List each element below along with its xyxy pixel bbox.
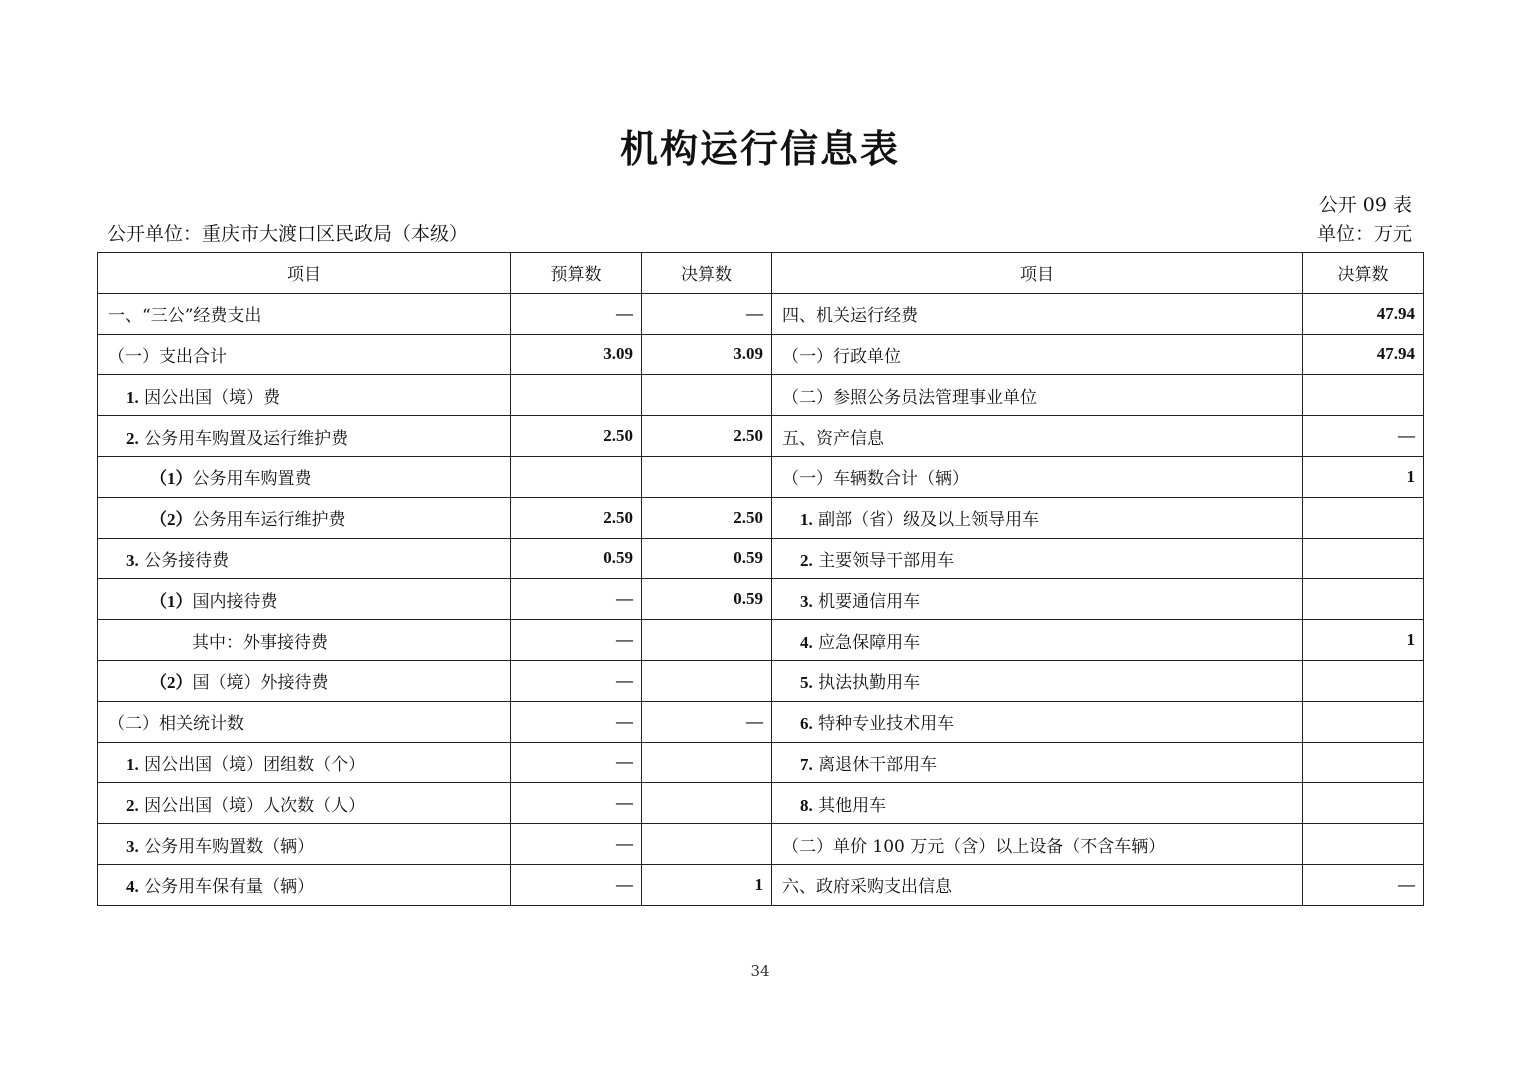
right-item-cell-text: （二）参照公务员法管理事业单位 (782, 387, 1037, 408)
left-item-cell (98, 660, 511, 701)
right-item-cell (772, 375, 1303, 416)
final-cell: 3.09 (642, 334, 772, 375)
page-title: 机构运行信息表 (619, 127, 900, 171)
table-row (98, 334, 1424, 375)
table-row (98, 701, 1424, 742)
left-item-cell (98, 620, 511, 661)
left-item-cell-text: 公务用车运行维护费 (192, 510, 346, 531)
final-cell: — (642, 701, 772, 742)
right-final-cell: — (1303, 864, 1424, 905)
right-final-cell (1303, 742, 1424, 783)
final-cell: 0.59 (642, 538, 772, 579)
left-item-cell-text: 国内接待费 (192, 591, 278, 612)
right-item-cell-text: 六、政府采购支出信息 (782, 877, 952, 898)
table-row (98, 660, 1424, 701)
left-item-cell-prefix: 3. (126, 836, 139, 856)
left-item-cell-text: （二）相关统计数 (108, 714, 244, 735)
left-item-cell-text: 国（境）外接待费 (192, 673, 329, 694)
header-item-right: 项目 (772, 253, 1303, 294)
budget-cell: — (511, 864, 642, 905)
right-item-cell-text: 副部（省）级及以上领导用车 (818, 510, 1040, 531)
table-row (98, 375, 1424, 416)
left-item-cell-prefix: （1） (150, 591, 193, 611)
right-item-cell-text: 应急保障用车 (818, 632, 921, 653)
budget-cell: — (511, 293, 642, 334)
budget-cell: 2.50 (511, 416, 642, 457)
form-code: 公开 09 表 (1318, 194, 1412, 216)
left-item-cell (98, 579, 511, 620)
left-item-cell (98, 701, 511, 742)
final-cell: 1 (642, 864, 772, 905)
right-item-cell-text: （二）单价 100 万元（含）以上设备（不含车辆） (782, 836, 1166, 857)
header-final-left: 决算数 (642, 253, 772, 294)
left-item-cell-text: 一、“三公”经费支出 (108, 306, 262, 327)
right-item-cell (772, 620, 1303, 661)
left-item-cell-prefix: 2. (126, 428, 139, 448)
right-item-cell-text: （一）行政单位 (782, 346, 901, 367)
final-cell (642, 824, 772, 865)
left-item-cell (98, 538, 511, 579)
final-cell: — (642, 293, 772, 334)
right-item-cell-prefix: 7. (800, 754, 813, 774)
left-item-cell (98, 864, 511, 905)
budget-cell: — (511, 579, 642, 620)
budget-cell (511, 375, 642, 416)
right-item-cell-text: 离退休干部用车 (818, 754, 938, 775)
left-item-cell-prefix: （2） (150, 673, 193, 693)
left-item-cell-prefix: 3. (126, 550, 139, 570)
left-item-cell-prefix: 2. (126, 795, 139, 815)
left-item-cell (98, 416, 511, 457)
right-final-cell (1303, 701, 1424, 742)
right-item-cell-prefix: 8. (800, 795, 813, 815)
budget-cell: — (511, 620, 642, 661)
right-item-cell (772, 783, 1303, 824)
right-final-cell (1303, 497, 1424, 538)
right-item-cell-text: 执法执勤用车 (818, 673, 921, 694)
table-row (98, 783, 1424, 824)
left-item-cell (98, 456, 511, 497)
right-item-cell (772, 334, 1303, 375)
left-item-cell-prefix: 1. (126, 387, 139, 407)
right-item-cell-prefix: 3. (800, 591, 813, 611)
left-item-cell-text: （一）支出合计 (108, 346, 227, 367)
budget-cell: — (511, 660, 642, 701)
left-item-cell-text: 因公出国（境）人次数（人） (144, 795, 366, 816)
money-unit: 单位：万元 (1316, 223, 1412, 245)
right-final-cell (1303, 783, 1424, 824)
final-cell (642, 660, 772, 701)
table-row (98, 824, 1424, 865)
left-item-cell (98, 334, 511, 375)
reporting-unit: 公开单位：重庆市大渡口区民政局（本级） (107, 223, 469, 245)
right-item-cell (772, 824, 1303, 865)
right-final-cell: 47.94 (1303, 293, 1424, 334)
header-final-right: 决算数 (1303, 253, 1424, 294)
table-row (98, 416, 1424, 457)
final-cell: 0.59 (642, 579, 772, 620)
right-item-cell-text: 四、机关运行经费 (782, 306, 918, 327)
left-item-cell-prefix: （2） (150, 510, 193, 530)
right-item-cell-text: 五、资产信息 (782, 428, 884, 449)
left-item-cell-text: 公务用车保有量（辆） (144, 877, 315, 898)
right-item-cell-prefix: 1. (800, 510, 813, 530)
table-row (98, 497, 1424, 538)
header-item-left: 项目 (98, 253, 511, 294)
final-cell: 2.50 (642, 497, 772, 538)
left-item-cell (98, 375, 511, 416)
budget-cell: 0.59 (511, 538, 642, 579)
table-row (98, 456, 1424, 497)
left-item-cell (98, 824, 511, 865)
table-row (98, 293, 1424, 334)
left-item-cell-text: 公务用车购置数（辆） (144, 836, 315, 857)
right-final-cell: 1 (1303, 620, 1424, 661)
right-item-cell (772, 864, 1303, 905)
table-row (98, 538, 1424, 579)
left-item-cell-text: 公务用车购置及运行维护费 (144, 428, 349, 449)
left-item-cell-prefix: 1. (126, 754, 139, 774)
left-item-cell-text: 因公出国（境）团组数（个） (144, 754, 366, 775)
right-final-cell (1303, 660, 1424, 701)
right-item-cell-text: 其他用车 (818, 795, 887, 816)
final-cell: 2.50 (642, 416, 772, 457)
right-item-cell (772, 416, 1303, 457)
budget-cell: 2.50 (511, 497, 642, 538)
left-item-cell-prefix: （1） (150, 469, 193, 489)
left-item-cell (98, 742, 511, 783)
final-cell (642, 620, 772, 661)
info-table (97, 252, 1424, 906)
right-item-cell (772, 538, 1303, 579)
right-item-cell (772, 579, 1303, 620)
budget-cell: — (511, 701, 642, 742)
right-final-cell: 1 (1303, 456, 1424, 497)
left-item-cell (98, 293, 511, 334)
right-item-cell-prefix: 6. (800, 714, 813, 734)
header-budget: 预算数 (511, 253, 642, 294)
right-item-cell-text: 机要通信用车 (818, 591, 921, 612)
left-item-cell-text: 因公出国（境）费 (144, 387, 281, 408)
right-item-cell (772, 701, 1303, 742)
right-final-cell (1303, 538, 1424, 579)
right-item-cell (772, 293, 1303, 334)
final-cell (642, 742, 772, 783)
right-item-cell (772, 497, 1303, 538)
left-item-cell (98, 783, 511, 824)
table-row (98, 864, 1424, 905)
left-item-cell-prefix: 4. (126, 877, 139, 897)
header-row (98, 253, 1424, 294)
budget-cell: — (511, 742, 642, 783)
right-item-cell (772, 742, 1303, 783)
table-row (98, 620, 1424, 661)
right-final-cell: 47.94 (1303, 334, 1424, 375)
right-item-cell-text: 特种专业技术用车 (818, 714, 955, 735)
right-item-cell-text: 主要领导干部用车 (818, 550, 955, 571)
right-final-cell (1303, 579, 1424, 620)
right-final-cell (1303, 375, 1424, 416)
right-item-cell-text: （一）车辆数合计（辆） (782, 469, 969, 490)
right-item-cell-prefix: 2. (800, 550, 813, 570)
final-cell (642, 456, 772, 497)
right-item-cell-prefix: 5. (800, 673, 813, 693)
right-final-cell: — (1303, 416, 1424, 457)
table-row (98, 742, 1424, 783)
left-item-cell (98, 497, 511, 538)
right-item-cell-prefix: 4. (800, 632, 813, 652)
budget-cell: — (511, 824, 642, 865)
right-final-cell (1303, 824, 1424, 865)
budget-cell: — (511, 783, 642, 824)
final-cell (642, 375, 772, 416)
budget-cell: 3.09 (511, 334, 642, 375)
final-cell (642, 783, 772, 824)
right-item-cell (772, 456, 1303, 497)
budget-cell (511, 456, 642, 497)
left-item-cell-text: 其中：外事接待费 (192, 632, 328, 653)
left-item-cell-text: 公务接待费 (144, 550, 230, 571)
left-item-cell-text: 公务用车购置费 (192, 469, 312, 490)
table-row (98, 579, 1424, 620)
right-item-cell (772, 660, 1303, 701)
page-number: 34 (750, 962, 770, 980)
